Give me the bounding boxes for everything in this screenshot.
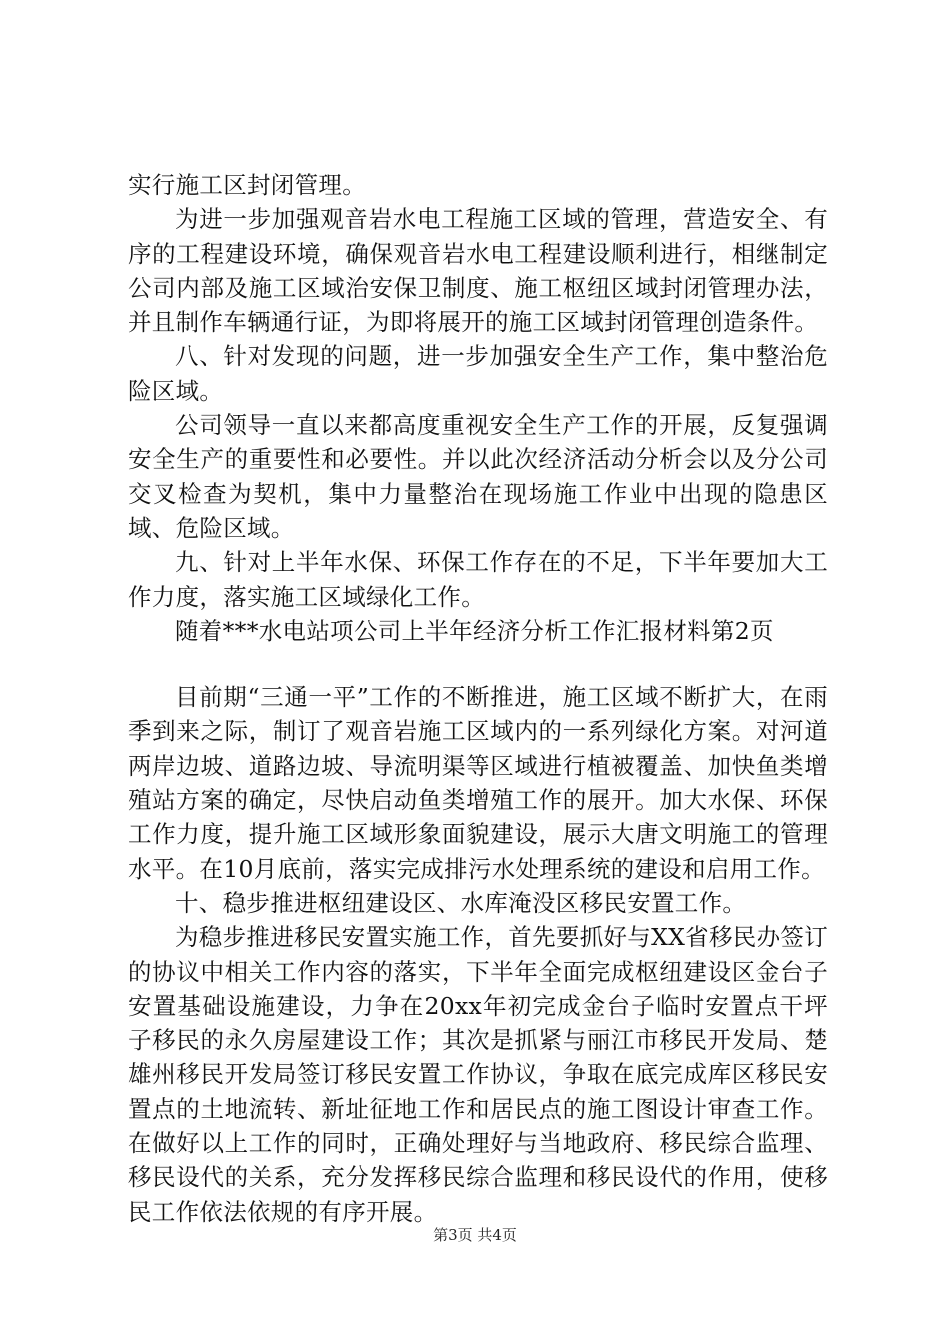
heading-section-eight: 八、针对发现的问题，进一步加强安全生产工作，集中整治危险区域。 bbox=[128, 342, 828, 405]
heading-section-nine: 九、针对上半年水保、环保工作存在的不足，下半年要加大工作力度，落实施工区域绿化工作。 bbox=[128, 548, 828, 611]
page-break-title: 随着***水电站项公司上半年经济分析工作汇报材料第2页 bbox=[175, 616, 774, 645]
paragraph-greening-plan: 目前期“三通一平”工作的不断推进，施工区域不断扩大，在雨季到来之际，制订了观音岩施工区域内的一系列绿化方案。对河道两岸边坡、道路边坡、导流明渠等区域进行植被覆盖、加快鱼类增殖站方案的确定，尽快启动鱼类增殖工作的展开。加大水保、环保工作力度，提升施工区域形象面貌建设，展示大唐文明施工的管理水平。在10月底前，落实完成排污水处理系统的建设和启用工作。 bbox=[128, 683, 828, 883]
document-body bbox=[128, 168, 828, 1229]
paragraph-closure-management: 为进一步加强观音岩水电工程施工区域的管理，营造安全、有序的工程建设环境，确保观音岩水电工程建设顺利进行，相继制定公司内部及施工区域治安保卫制度、施工枢纽区域封闭管理办法，并且制作车辆通行证，为即将展开的施工区域封闭管理创造条件。 bbox=[128, 205, 828, 337]
paragraph-safety-production: 公司领导一直以来都高度重视安全生产工作的开展，反复强调安全生产的重要性和必要性。并以此次经济活动分析会以及分公司交叉检查为契机，集中力量整治在现场施工作业中出现的隐患区域、危险区域。 bbox=[128, 411, 828, 542]
paragraph-closure-continuation: 实行施工区封闭管理。 bbox=[128, 171, 366, 199]
heading-section-ten: 十、稳步推进枢纽建设区、水库淹没区移民安置工作。 bbox=[175, 888, 747, 917]
paragraph-resettlement: 为稳步推进移民安置实施工作，首先要抓好与XX省移民办签订的协议中相关工作内容的落实，下半年全面完成枢纽建设区金台子安置基础设施建设，力争在20xx年初完成金台子临时安置点干坪子移民的永久房屋建设工作；其次是抓紧与丽江市移民开发局、楚雄州移民开发局签订移民安置工作协议，争取在底完成库区移民安置点的土地流转、新址征地工作和居民点的施工图设计审查工作。在做好以上工作的同时，正确处理好与当地政府、移民综合监理、移民设代的关系，充分发挥移民综合监理和移民设代的作用，使移民工作依法依规的有序开展。 bbox=[128, 923, 828, 1226]
page-footer: 第3页 共4页 bbox=[433, 1226, 517, 1244]
